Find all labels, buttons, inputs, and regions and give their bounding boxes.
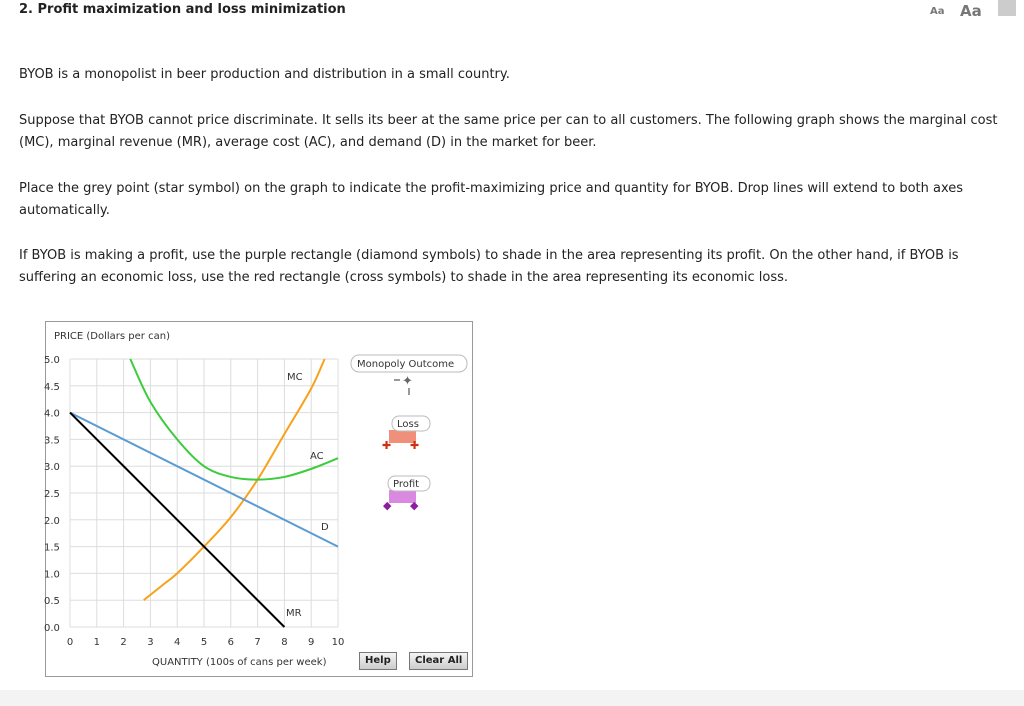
y-tick-label: 1.0 — [44, 569, 60, 581]
shading-paragraph: If BYOB is making a profit, use the purple rectangle (diamond symbols) to shade in the area representing its profit. On the other hand, if BYOB is suffering an economic loss, use the red rectangle (cross symbols) to shade in the area representing its economic loss. — [19, 248, 959, 285]
profit-label: Profit — [393, 479, 420, 490]
diamond-icon[interactable]: ◆ — [410, 499, 419, 512]
ac-curve — [130, 359, 338, 480]
loss-label: Loss — [397, 419, 419, 430]
y-tick-label: 0.5 — [44, 596, 60, 608]
x-tick-label: 6 — [227, 637, 234, 648]
clear-all-button[interactable]: Clear All — [409, 652, 468, 670]
grey-star-point-tool[interactable]: ✦ — [402, 374, 413, 389]
y-tick-label: 3.5 — [44, 435, 60, 447]
d-label: D — [321, 522, 329, 533]
y-tick-label: 1.5 — [44, 542, 60, 554]
x-tick-label: 4 — [174, 637, 181, 648]
font-size-large-button[interactable]: Aa — [960, 2, 982, 20]
y-tick-label: 0.0 — [44, 623, 60, 634]
y-tick-label: 3.0 — [44, 462, 60, 474]
mc-curve — [144, 359, 325, 600]
help-button[interactable]: Help — [359, 652, 397, 670]
context-paragraph: Suppose that BYOB cannot price discriminate. It sells its beer at the same price per can to all customers. The following graph shows the marginal cost (MC), marginal revenue (MR), average cost (AC), and demand (D) in the market for beer. — [19, 113, 998, 150]
instruction-paragraph: Place the grey point (star symbol) on the graph to indicate the profit-maximizing price and quantity for BYOB. Drop lines will extend to both axes automatically. — [19, 181, 964, 218]
mr-label: MR — [286, 608, 302, 619]
y-tick-label: 4.5 — [44, 381, 60, 393]
y-tick-label: 5.0 — [44, 355, 60, 366]
page-title: 2. Profit maximization and loss minimization — [19, 2, 346, 17]
y-axis-label: PRICE (Dollars per can) — [54, 331, 170, 342]
x-tick-label: 1 — [93, 637, 100, 648]
ac-label: AC — [310, 451, 324, 462]
y-tick-label: 2.5 — [44, 489, 60, 500]
x-tick-label: 9 — [308, 637, 315, 648]
x-tick-label: 2 — [120, 637, 127, 648]
x-tick-label: 8 — [281, 637, 288, 648]
x-axis-label: QUANTITY (100s of cans per week) — [152, 657, 327, 668]
monopoly-outcome-label: Monopoly Outcome — [357, 359, 455, 370]
cross-icon[interactable]: ✚ — [410, 439, 420, 452]
x-tick-label: 10 — [331, 637, 345, 648]
mc-label: MC — [287, 372, 303, 383]
x-tick-label: 0 — [66, 637, 74, 648]
intro-paragraph: BYOB is a monopolist in beer production and distribution in a small country. — [19, 67, 510, 82]
x-tick-label: 5 — [200, 637, 208, 648]
x-tick-label: 7 — [254, 637, 261, 648]
footer-bar — [0, 690, 1024, 706]
diamond-icon[interactable]: ◆ — [383, 499, 392, 512]
font-size-small-button[interactable]: Aa — [930, 6, 945, 17]
y-tick-label: 4.0 — [44, 408, 60, 420]
cross-icon[interactable]: ✚ — [382, 439, 392, 452]
y-tick-label: 2.0 — [44, 515, 60, 527]
x-tick-label: 3 — [147, 637, 154, 648]
